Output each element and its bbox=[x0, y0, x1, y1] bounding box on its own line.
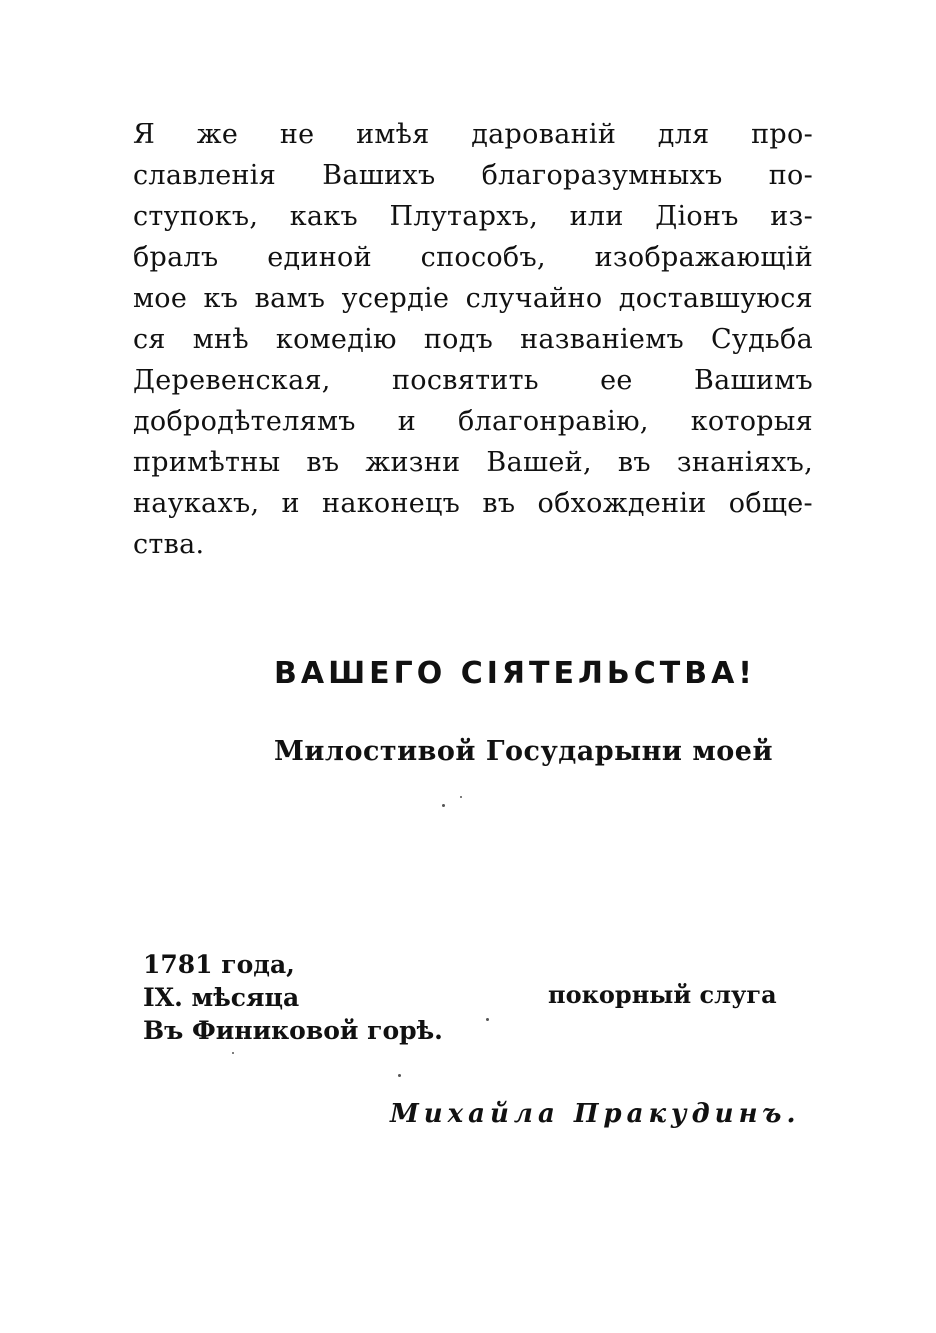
dedication-line: Деревенская, посвятить ее Вашимъ bbox=[133, 365, 813, 396]
dedication-line: ся мнѣ комедію подъ названіемъ Судьба bbox=[133, 324, 813, 355]
dedication-line: наукахъ, и наконецъ въ обхожденіи обще- bbox=[133, 488, 813, 519]
dedication-paragraph bbox=[133, 114, 813, 565]
dateline-month: IX. мѣсяца bbox=[143, 983, 300, 1012]
dedication-line: Я же не имѣя дарованій для про- bbox=[133, 119, 813, 150]
print-speck bbox=[398, 1074, 401, 1077]
dateline-block bbox=[143, 948, 483, 1047]
dedication-line: добродѣтелямъ и благонравію, которыя bbox=[133, 406, 813, 437]
closing-phrase: покорный слуга bbox=[548, 980, 777, 1009]
print-speck bbox=[486, 1018, 489, 1021]
print-speck bbox=[460, 796, 462, 798]
dedication-line: бралъ единой способъ, изображающій bbox=[133, 242, 813, 273]
address-heading: ВАШЕГО СІЯТЕЛЬСТВА! bbox=[274, 656, 756, 691]
dedication-line: ства. bbox=[133, 529, 205, 560]
dateline-place: Въ Финиковой горѣ. bbox=[143, 1016, 443, 1045]
print-speck bbox=[232, 1052, 234, 1054]
dedication-line: ступокъ, какъ Плутархъ, или Діонъ из- bbox=[133, 201, 813, 232]
dedication-line: мое къ вамъ усердіе случайно доставшуюся bbox=[133, 283, 813, 314]
dedication-line: славленія Вашихъ благоразумныхъ по- bbox=[133, 160, 813, 191]
author-signature: Михайла Пракудинъ. bbox=[390, 1099, 801, 1129]
dateline-year: 1781 года, bbox=[143, 950, 295, 979]
dedication-line: примѣтны въ жизни Вашей, въ знаніяхъ, bbox=[133, 447, 813, 478]
print-speck bbox=[442, 804, 445, 807]
address-subheading: Милостивой Государыни моей bbox=[274, 736, 774, 767]
